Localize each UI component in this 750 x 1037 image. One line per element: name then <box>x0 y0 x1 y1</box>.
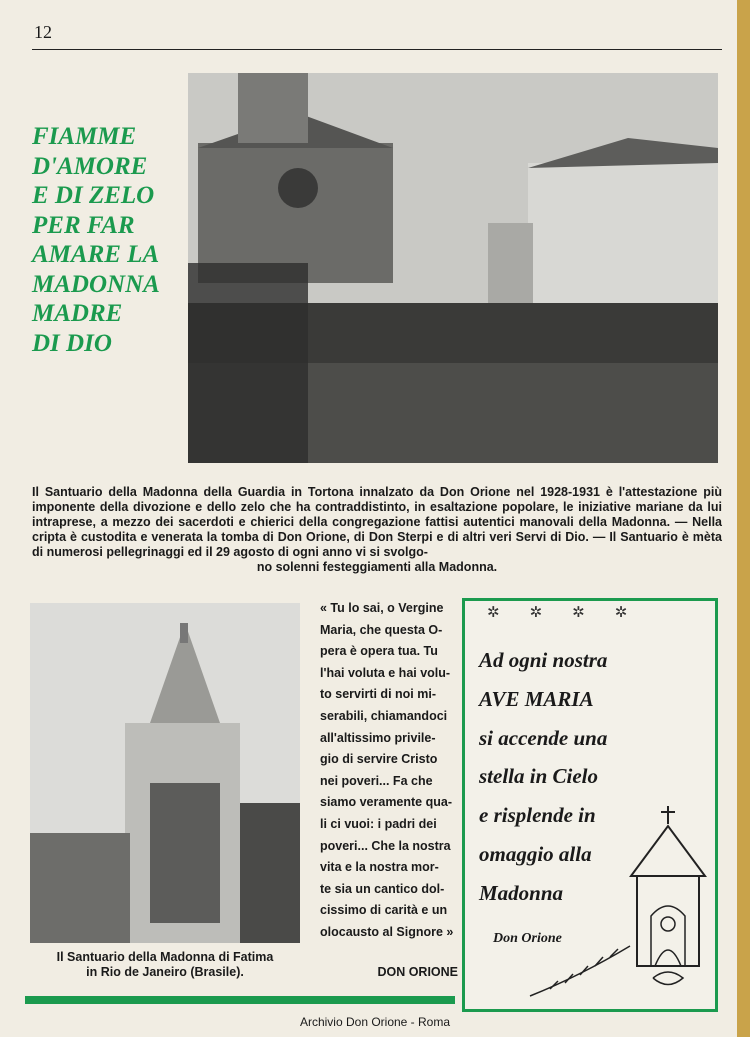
quote-line: olocausto al Signore » <box>320 924 454 939</box>
quote-line: cissimo di carità e un <box>320 903 448 918</box>
fatima-caption <box>30 950 300 980</box>
header-rule <box>32 49 722 50</box>
quote-line: « Tu lo sai, o Vergine <box>320 601 444 615</box>
quote-line: siamo veramente qua- <box>320 795 452 810</box>
ave-signature: Don Orione <box>493 931 562 946</box>
quote-author: DON ORIONE <box>377 965 458 979</box>
wheat-branch-icon <box>525 941 635 1001</box>
quote-line: vita e la nostra mor- <box>320 860 439 875</box>
headline-line: DI DIO <box>32 329 112 357</box>
page-number: 12 <box>34 22 52 42</box>
page-edge-strip <box>737 0 750 1037</box>
archive-caption: Archivio Don Orione - Roma <box>299 1015 451 1029</box>
fatima-caption-line: in Rio de Janeiro (Brasile). <box>86 965 244 979</box>
quote-line: li ci vuoi: i padri dei <box>320 816 437 831</box>
quote-line: nei poveri... Fa che <box>320 773 433 788</box>
sanctuary-fatima-photo <box>30 603 300 943</box>
madonna-shrine-icon <box>623 806 713 991</box>
headline-line: D'AMORE <box>32 152 148 180</box>
fatima-caption-line: Il Santuario della Madonna di Fatima <box>56 950 274 964</box>
quote-line: te sia un cantico dol- <box>320 881 445 896</box>
quote-line: to servirti di noi mi- <box>320 687 436 702</box>
headline <box>32 122 192 358</box>
ave-line: e risplende in <box>479 803 596 828</box>
ave-line: Madonna <box>479 880 564 905</box>
ave-line: AVE MARIA <box>479 686 594 711</box>
quote-line: Maria, che questa O- <box>320 622 443 637</box>
quote-line: poveri... Che la nostra <box>320 838 451 853</box>
ave-maria-box <box>462 598 718 1012</box>
ave-line: Ad ogni nostra <box>479 648 608 672</box>
quote-line: gio di servire Cristo <box>320 752 438 767</box>
headline-line: MADONNA <box>32 270 160 298</box>
headline-line: MADRE <box>32 300 123 327</box>
headline-line: FIAMME <box>32 123 137 150</box>
headline-line: AMARE LA <box>32 241 160 268</box>
sanctuary-tortona-photo <box>188 73 718 463</box>
green-divider <box>25 996 455 1004</box>
ave-line: si accende una <box>479 725 608 750</box>
don-orione-quote <box>320 598 458 944</box>
quote-line: l'hai voluta e hai volu- <box>320 665 451 680</box>
sanctuary-caption <box>32 485 722 575</box>
quote-line: serabili, chiamandoci <box>320 708 448 723</box>
caption-body: Il Santuario della Madonna della Guardia in Tortona innalzato da Don Orione nel 1928-1931 è l'attestazione più imponente della divozione e dello zelo che ha contraddistinto, in esaltazione popolare, le iniziative mariane da lui intraprese, a mezzo dei sacerdoti e chierici della congregazione fattisi autentici manovali della Madonna. — Nella cripta è custodita e venerata la tomba di Don Orione, di Don Sterpi e di altri veri Servi di Dio. — Il Santuario è mèta di numerosi pellegrinaggi ed il 29 agosto di ogni anno vi si svolgo- <box>32 485 722 559</box>
star-ornaments: ✲✲✲✲ <box>487 604 658 621</box>
ave-line: omaggio alla <box>479 841 592 866</box>
headline-line: E DI ZELO <box>32 182 155 209</box>
caption-tail: no solenni festeggiamenti alla Madonna. <box>256 560 498 574</box>
quote-line: pera è opera tua. Tu <box>320 644 438 659</box>
quote-line: all'altissimo privile- <box>320 730 436 745</box>
ave-line: stella in Cielo <box>479 764 599 789</box>
headline-line: PER FAR <box>32 211 135 239</box>
